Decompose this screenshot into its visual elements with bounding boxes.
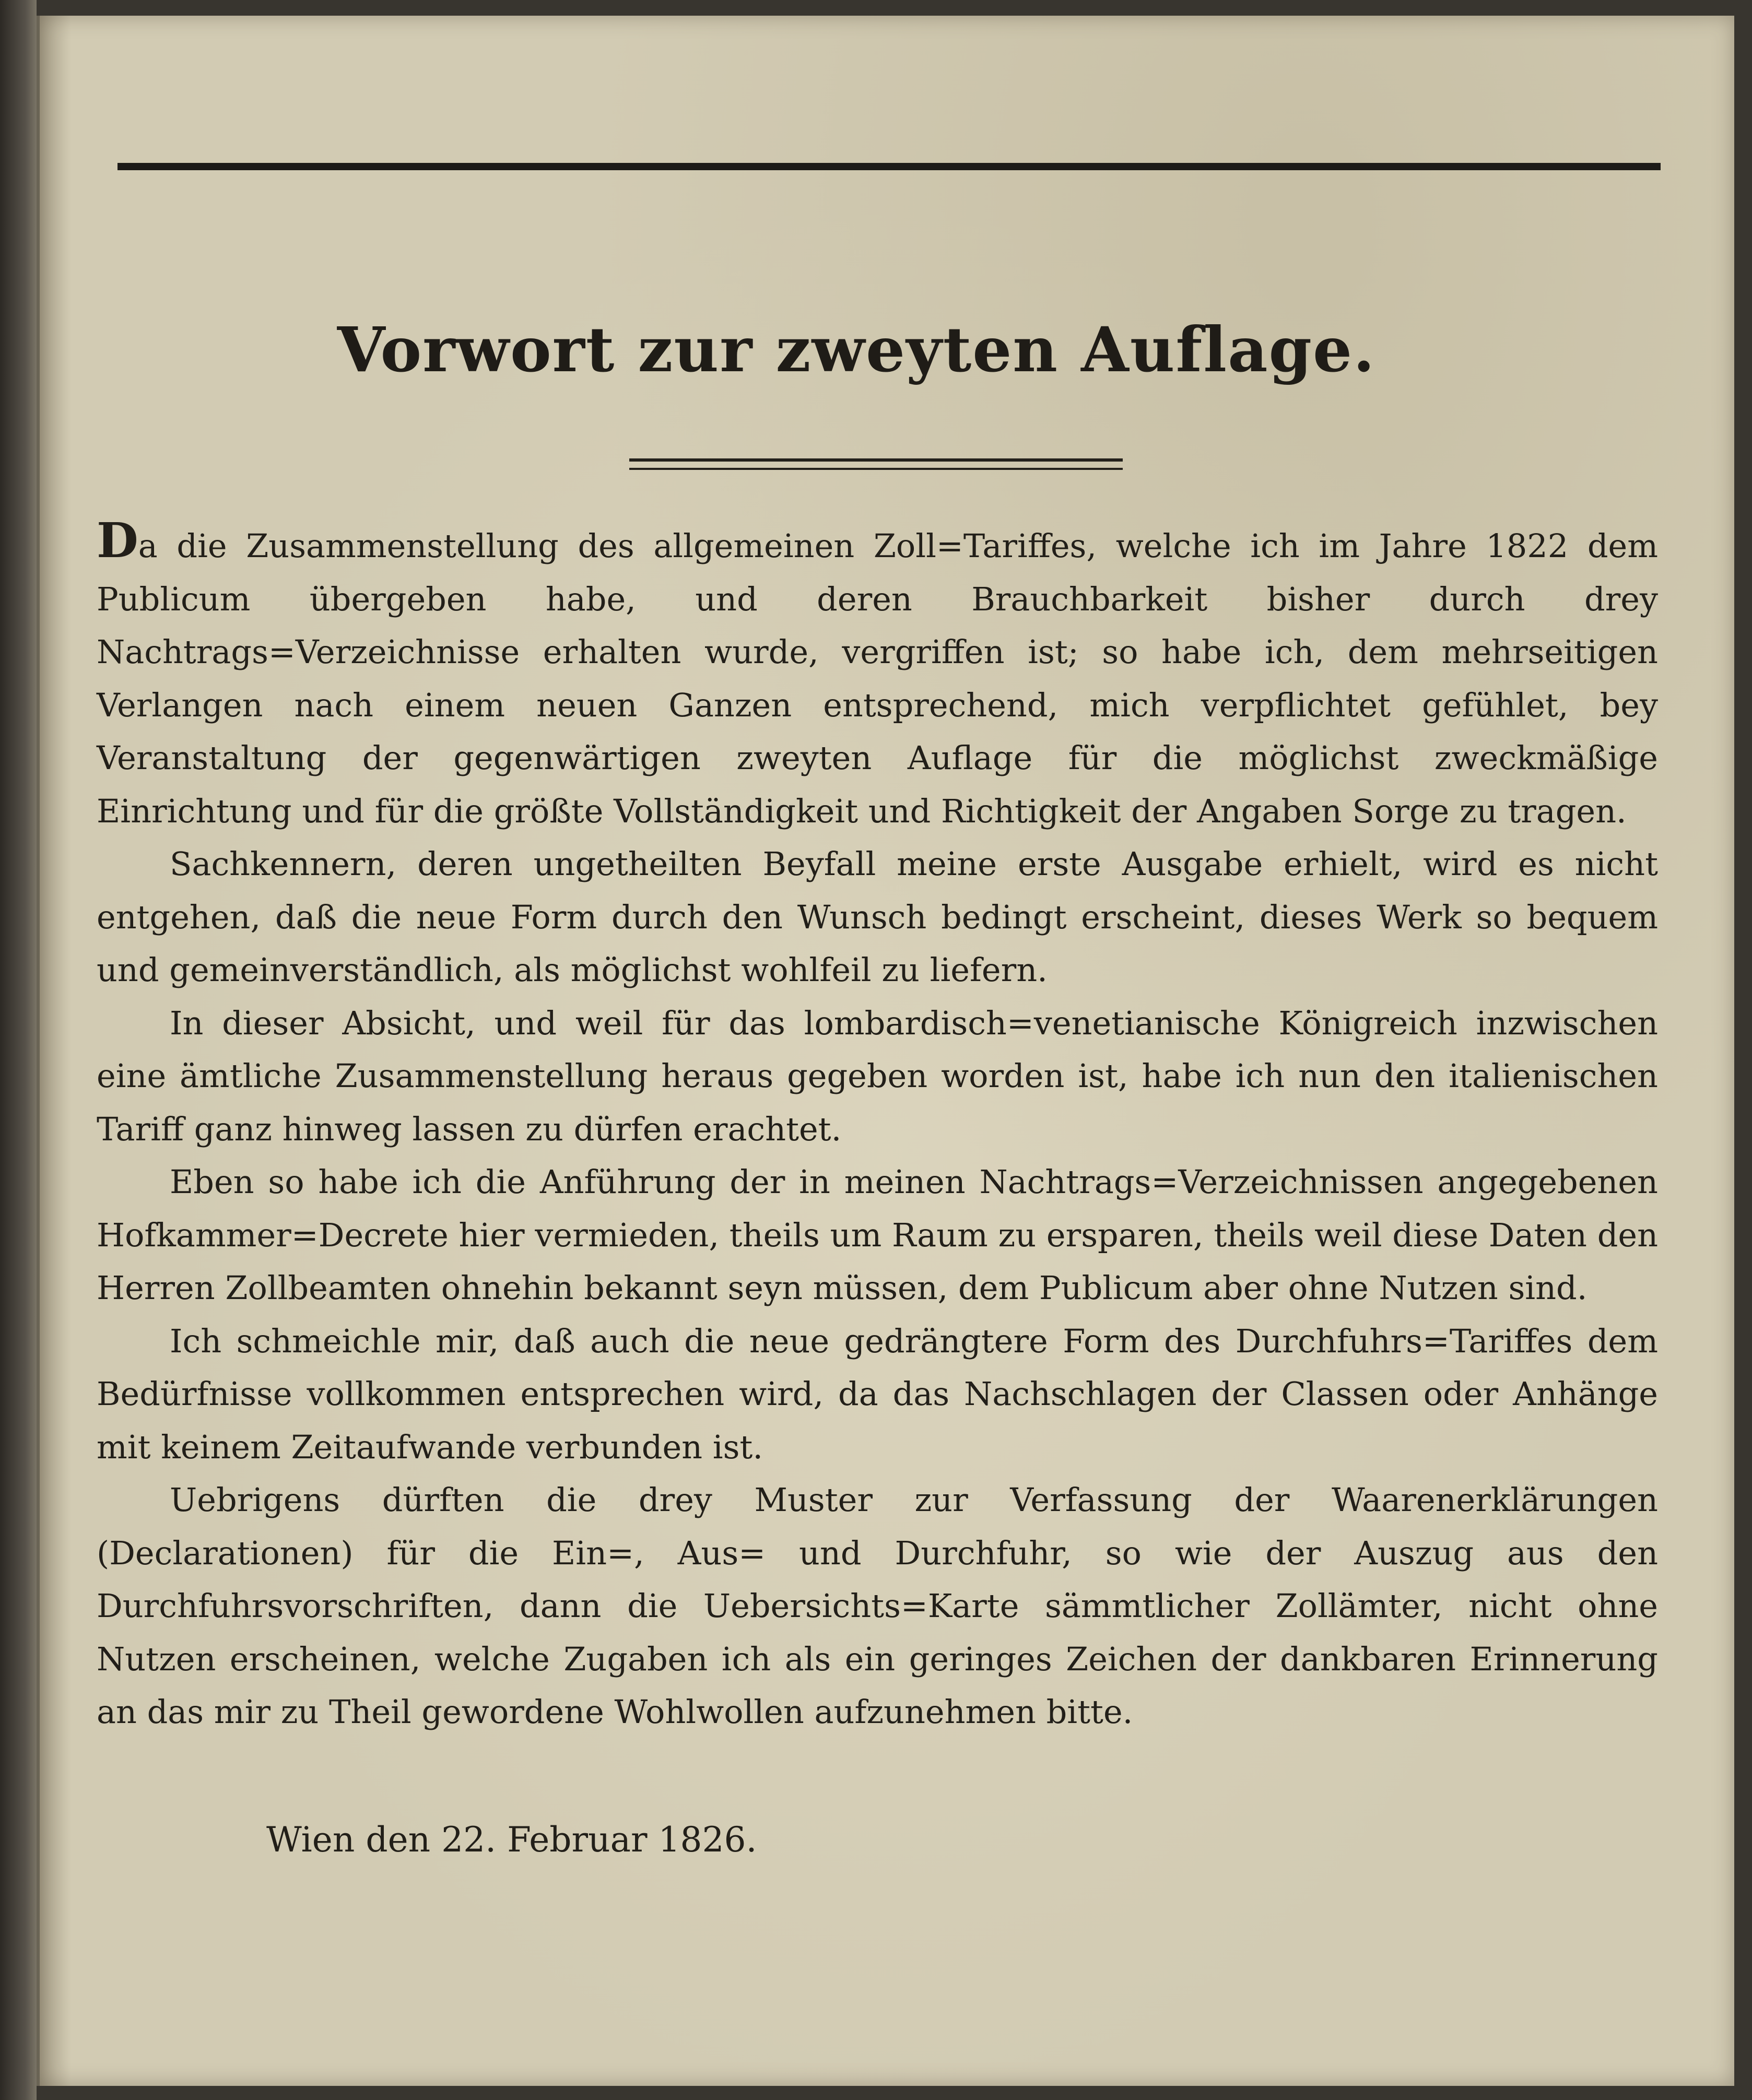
paragraph-3: In dieser Absicht, und weil für das lombardisch=venetianische Königreich inzwischen eine ämtliche Zusammenstellung heraus gegeben worden ist, habe ich nun den italienischen Tariff ganz hinweg lassen zu dürfen erachtet. [97, 1004, 1658, 1148]
preface-body [97, 512, 1658, 1739]
page-title: Vorwort zur zweyten Auflage. [337, 313, 1376, 386]
paragraph-2: Sachkennern, deren ungetheilten Beyfall meine erste Ausgabe erhielt, wird es nicht entgehen, daß die neue Form durch den Wunsch bedingt erscheint, dieses Werk so bequem und gemeinverständlich, als möglichst wohlfeil zu liefern. [97, 845, 1658, 989]
paragraph-6: Uebrigens dürften die drey Muster zur Verfassung der Waarenerklärungen (Declarationen) für die Ein=, Aus= und Durchfuhr, so wie der Auszug aus den Durchfuhrsvorschriften, dann die Uebersichts=Karte sämmtlicher Zollämter, nicht ohne Nutzen erscheinen, welche Zugaben ich als ein geringes Zeichen der dankbaren Erinnerung an das mir zu Theil gewordene Wohlwollen aufzunehmen bitte. [97, 1481, 1658, 1731]
paragraph-1-text: a die Zusammenstellung des allgemeinen Zoll=Tariffes, welche ich im Jahre 1822 dem Publicum übergeben habe, und deren Brauchbarkeit bisher durch drey Nachtrags=Verzeichnisse erhalten wurde, vergriffen ist; so habe ich, dem mehrseitigen Verlangen nach einem neuen Ganzen entsprechend, mich verpflichtet gefühlet, bey Veranstaltung der gegenwärtigen zweyten Auflage für die möglichst zweckmäßige Einrichtung und für die größte Vollständigkeit und Richtigkeit der Angaben Sorge zu tragen. [97, 527, 1658, 830]
paragraph-5: Ich schmeichle mir, daß auch die neue gedrängtere Form des Durchfuhrs=Tariffes dem Bedürfnisse vollkommen entsprechen wird, da das Nachschlagen der Classen oder Anhänge mit keinem Zeitaufwande verbunden ist. [97, 1322, 1658, 1466]
drop-initial: D [97, 512, 138, 569]
signature-date: Wien den 22. Februar 1826. [266, 1820, 757, 1860]
book-spine [0, 0, 37, 2100]
title-underline-rule [629, 458, 1123, 470]
top-rule [117, 163, 1661, 170]
paragraph-4: Eben so habe ich die Anführung der in meinen Nachtrags=Verzeichnissen angegebenen Hofkammer=Decrete hier vermieden, theils um Raum zu ersparen, theils weil diese Daten den Herren Zollbeamten ohnehin bekannt seyn müssen, dem Publicum aber ohne Nutzen sind. [97, 1163, 1658, 1307]
paragraph-1 [97, 512, 1658, 837]
